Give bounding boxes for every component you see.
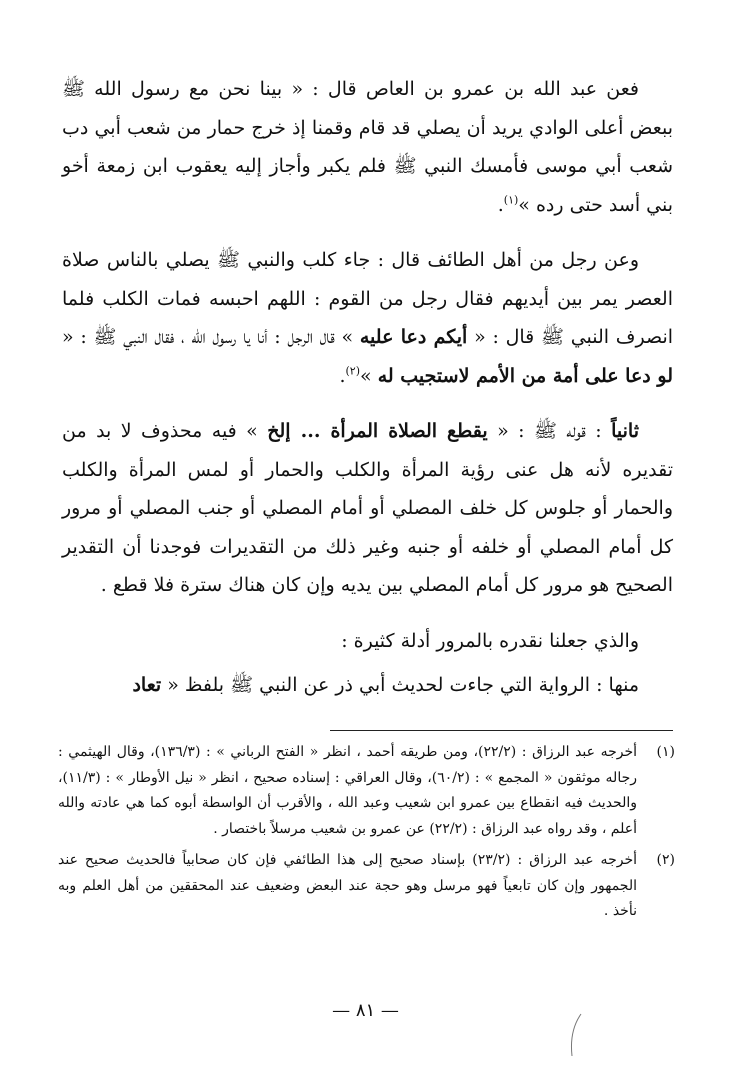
- paragraph-2-end: .: [339, 364, 346, 387]
- footnote-1-text: أخرجه عبد الرزاق : (٢٢/٢)، ومن طريقه أحمد ، انظر « الفتح الرباني » : (١٣٦/٣)، وقال الهيثمي : رجاله موثقون « المجمع » : (٦٠/٢)، وقال العراقي : إسناده صحيح ، انظر « نيل الأوطار » : (١١/٣)، والحديث فيه انقطاع بين عمرو ابن شعيب وعبد الله ، والأقرب أن الواسطة أبوه كما هي عادته والله أعلم ، وقد رواه عبد الرزاق : (٢٢/٢) عن عمرو بن شعيب مرسلاً باختصار .: [58, 744, 638, 837]
- quote-bold-3: يقطع الصلاة المرأة ... إلخ: [267, 420, 488, 442]
- paragraph-5: [62, 666, 673, 705]
- paragraph-5-text: منها : الرواية التي جاءت لحديث أبي ذر عن النبي ﷺ بلفظ «: [167, 674, 639, 696]
- footnote-2-number: (٢): [656, 852, 675, 868]
- paragraph-3-rest: » فيه محذوف لا بد من تقديره لأنه هل عنى رؤية المرأة والكلب والحمار أو لمس المرأة والكلب والحمار أو جلوس كل خلف المصلي أو أمام المصلي أو جنب المصلي أو مرور كل أمام المصلي أو خلفه أو جنبه وغير ذلك من التقديرات فوجدنا أن التقدير الصحيح هو مرور كل أمام المصلي بين يديه وإن كان هناك سترة فلا قطع .: [62, 420, 673, 596]
- paragraph-2: [62, 241, 673, 395]
- footnote-ref-2: (٢): [345, 364, 361, 378]
- paragraph-3-lead: : قوله ﷺ : «: [497, 420, 602, 442]
- page-number: — ٨١ —: [332, 1000, 399, 1021]
- paragraph-4: [62, 622, 673, 661]
- section-lead: ثانياً: [611, 420, 639, 442]
- footnote-2-text: أخرجه عبد الرزاق : (٢٣/٢) بإسناد صحيح إلى هذا الطائفي فإن كان صحابياً فالحديث صحيح عند الجمهور وإن كان تابعياً فهو مرسل وهو حجة عند البعض وضعيف عند المحققين من أهل العلم وبه نأخذ .: [58, 852, 637, 919]
- paragraph-3: [62, 412, 673, 605]
- footnotes: [58, 740, 675, 931]
- footnote-1: [58, 740, 675, 842]
- pen-mark: [566, 1010, 586, 1060]
- footnote-1-number: (١): [656, 744, 675, 760]
- paragraph-1-text: فعن عبد الله بن عمرو بن العاص قال : « بينا نحن مع رسول الله ﷺ ببعض أعلى الوادي يريد أن يصلي قد قام وقمنا إذ خرج حمار من شعب أبي دب شعب أبي موسى فأمسك النبي ﷺ فلم يكبر وأجاز إليه يعقوب ابن زمعة أخو بني أسد حتى رده »: [62, 78, 673, 216]
- paragraph-2-mid: » قال الرجل : أنا يا رسول الله ، فقال النبي ﷺ : «: [62, 326, 354, 348]
- paragraph-4-text: والذي جعلنا نقدره بالمرور أدلة كثيرة :: [341, 629, 639, 652]
- footnote-divider: [330, 730, 673, 731]
- quote-bold-2: لو دعا على أمة من الأمم لاستجيب له: [377, 364, 673, 387]
- paragraph-2-text: وعن رجل من أهل الطائف قال : جاء كلب والنبي ﷺ يصلي بالناس صلاة العصر يمر بين أيديهم فقال رجل من القوم : اللهم احبسه فمات الكلب فلما انصرف النبي ﷺ قال : «: [62, 249, 674, 348]
- footnote-2: [58, 848, 675, 925]
- quote-bold-1: أيكم دعا عليه: [359, 326, 468, 348]
- paragraph-1: [62, 70, 673, 224]
- paragraph-1-end: .: [497, 193, 504, 216]
- paragraph-2-close: »: [360, 364, 372, 387]
- main-text: [62, 70, 673, 722]
- quote-bold-4: تعاد: [132, 674, 162, 696]
- footnote-ref-1: (١): [503, 193, 519, 207]
